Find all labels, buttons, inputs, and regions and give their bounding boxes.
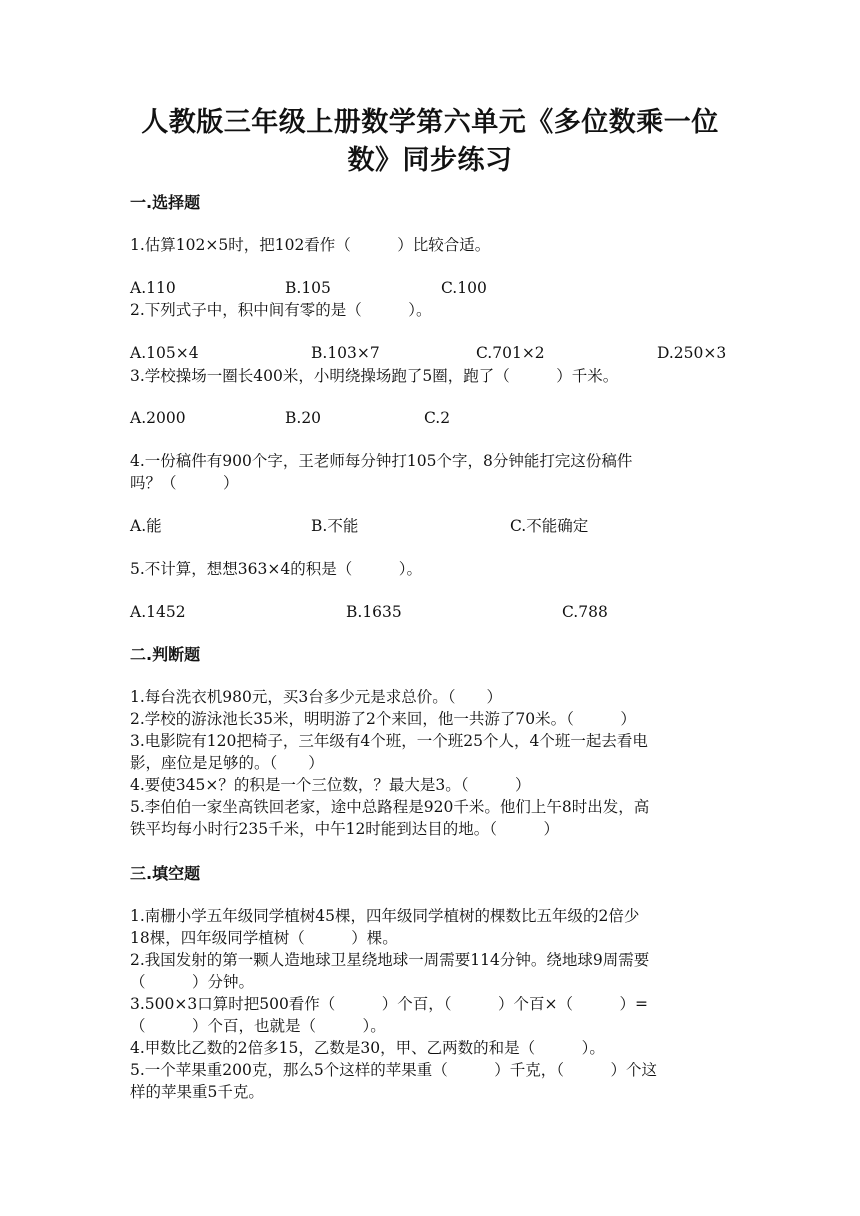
fill-line-2: 18棵，四年级同学植树（ ）棵。 [130,929,398,947]
choice-question-5: 5.不计算，想想363×4的积是（ ）。 [130,560,422,578]
page-title [140,104,720,180]
judge-line-3: 3.电影院有120把椅子，三年级有4个班，一个班25个人，4个班一起去看电 [130,732,648,750]
fill-line-6: （ ）个百，也就是（ ）。 [130,1017,386,1035]
choice-3-option-c: C.2 [424,409,451,427]
choice-5-option-c: C.788 [562,603,608,621]
choice-1-option-b: B.105 [285,279,331,297]
section-heading-choice: 一.选择题 [130,193,201,212]
section-heading-fill: 三.填空题 [130,864,201,883]
choice-question-4-line-2: 吗？（ ） [130,474,239,492]
choice-5-option-a: A.1452 [130,603,186,621]
choice-question-1: 1.估算102×5时，把102看作（ ）比较合适。 [130,236,491,254]
choice-2-option-c: C.701×2 [476,344,545,362]
title-line-2: 数》同步练习 [347,145,513,176]
choice-3-option-b: B.20 [285,409,322,427]
fill-line-1: 1.南栅小学五年级同学植树45棵，四年级同学植树的棵数比五年级的2倍少 [130,907,640,925]
judge-line-6: 5.李伯伯一家坐高铁回老家，途中总路程是920千米。他们上午8时出发，高 [130,798,650,816]
fill-line-7: 4.甲数比乙数的2倍多15，乙数是30，甲、乙两数的和是（ ）。 [130,1039,605,1057]
choice-3-option-a: A.2000 [130,409,186,427]
title-line-1: 人教版三年级上册数学第六单元《多位数乘一位 [141,107,719,138]
fill-line-3: 2.我国发射的第一颗人造地球卫星绕地球一周需要114分钟。绕地球9周需要 [130,951,650,969]
judge-line-1: 1.每台洗衣机980元，买3台多少元是求总价。（ ） [130,688,502,706]
judge-line-7: 铁平均每小时行235千米，中午12时能到达目的地。（ ） [130,820,560,838]
choice-1-option-a: A.110 [130,279,176,297]
judge-line-5: 4.要使345×？的积是一个三位数，？最大是3。（ ） [130,776,531,794]
choice-question-4-line-1: 4.一份稿件有900个字，王老师每分钟打105个字，8分钟能打完这份稿件 [130,452,633,470]
choice-2-option-a: A.105×4 [130,344,199,362]
judge-line-2: 2.学校的游泳池长35米，明明游了2个来回，他一共游了70米。（ ） [130,710,636,728]
fill-line-8: 5.一个苹果重200克，那么5个这样的苹果重（ ）千克，（ ）个这 [130,1061,657,1079]
choice-4-option-a: A.能 [130,517,162,535]
fill-line-5: 3.500×3口算时把500看作（ ）个百，（ ）个百×（ ）= [130,995,649,1013]
choice-4-option-c: C.不能确定 [510,517,589,535]
choice-2-option-b: B.103×7 [311,344,380,362]
choice-question-2: 2.下列式子中，积中间有零的是（ ）。 [130,301,432,319]
choice-5-option-b: B.1635 [346,603,402,621]
choice-2-option-d: D.250×3 [657,344,727,362]
fill-line-4: （ ）分钟。 [130,973,255,991]
choice-question-3: 3.学校操场一圈长400米，小明绕操场跑了5圈，跑了（ ）千米。 [130,367,619,385]
choice-1-option-c: C.100 [441,279,487,297]
section-heading-judge: 二.判断题 [130,645,201,664]
choice-4-option-b: B.不能 [311,517,359,535]
judge-line-4: 影，座位是足够的。（ ） [130,754,324,772]
fill-line-9: 样的苹果重5千克。 [130,1083,264,1101]
